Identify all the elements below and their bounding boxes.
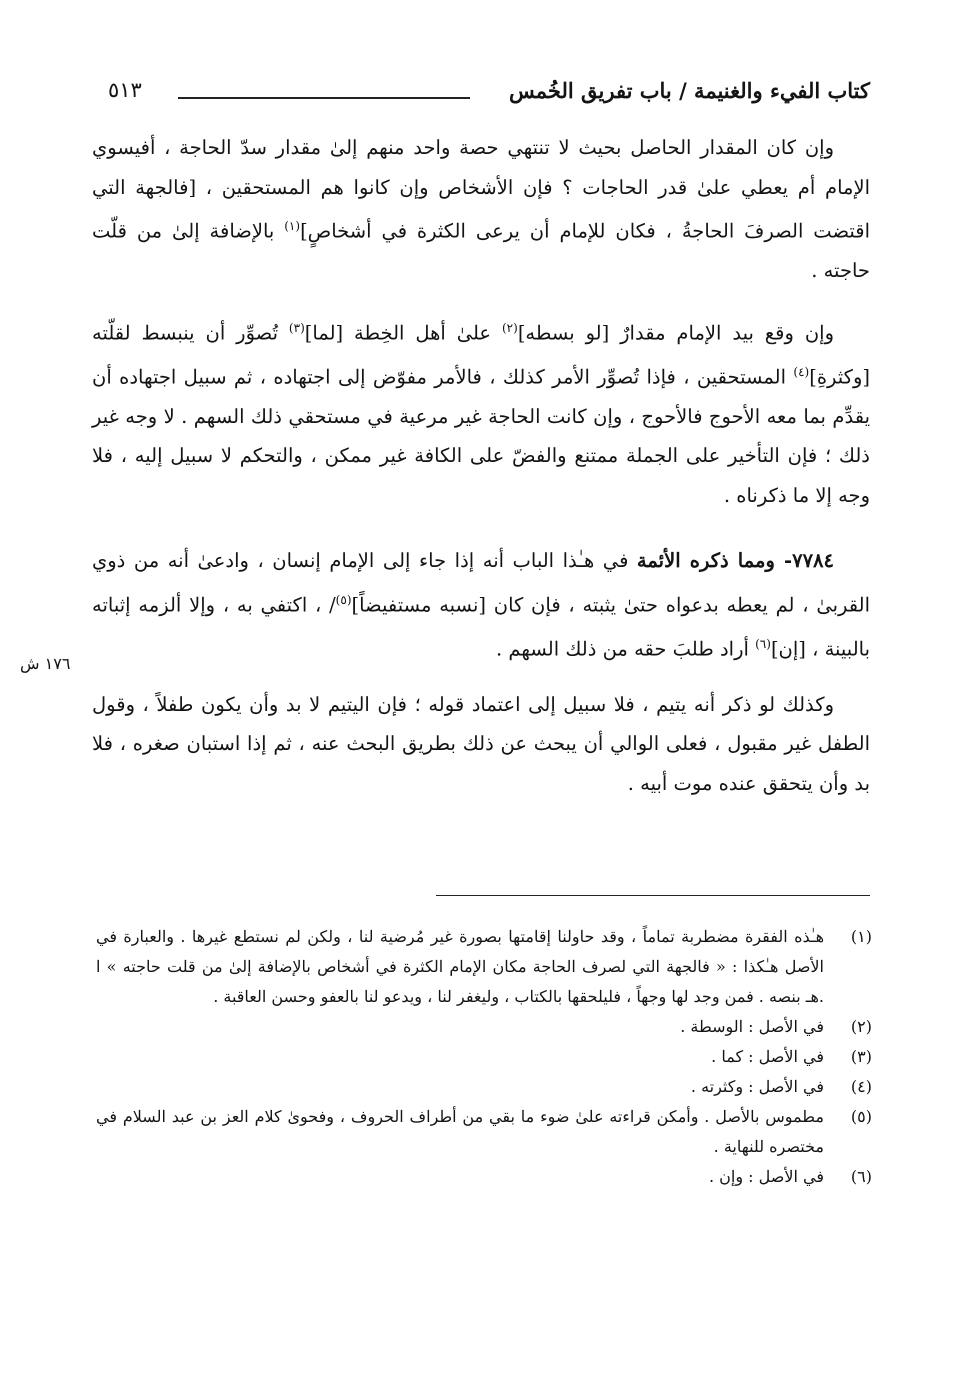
footnote-item <box>96 1012 872 1042</box>
footnote-ref-1: (١) <box>284 219 301 233</box>
page-number: ٥١٣ <box>108 78 142 102</box>
footnote-text: في الأصل : وكثرته . <box>690 1077 824 1096</box>
header-rule <box>178 97 470 99</box>
paragraph-text: في هـٰذا الباب أنه إذا جاء إلى الإمام إنسان ، وادعىٰ أنه من ذوي القربىٰ ، لم يعطه بدعواه حتىٰ يثبته ، فإن كان [نسبه مستفيضاً] <box>92 549 870 616</box>
footnote-ref-5: (٥) <box>335 592 352 607</box>
footnote-number: (١) <box>850 927 872 946</box>
footnote-ref-4: (٤) <box>793 364 810 379</box>
footnotes <box>96 922 872 1192</box>
footnote-ref-2: (٢) <box>501 320 518 335</box>
paragraph-text: وإن كان المقدار الحاصل بحيث لا تنتهي حصة واحد منهم إلىٰ مقدار سدّ الحاجة ، أفيسوي الإمام أم يعطي علىٰ قدر الحاجات ؟ فإن الأشخاص وإن كانوا هم المستحقين ، [فالجهة التي اقتضت الصرفَ الحاجةُ ، فكان للإمام أن يرعى الكثرة في أشخاصٍ] <box>92 136 870 243</box>
footnote-number: (٣) <box>850 1047 872 1066</box>
manuscript-folio-note: ١٧٦ ش <box>20 654 71 673</box>
footnote-text: في الأصل : وإن . <box>709 1167 824 1186</box>
paragraph-1 <box>92 128 870 291</box>
footnote-ref-3: (٣) <box>288 320 305 335</box>
paragraph-3 <box>92 541 870 669</box>
main-text <box>92 128 870 803</box>
paragraph-text: / ، اكتفي به ، وإلا ألزمه إثباته بالبينة ، [إن] <box>92 593 870 660</box>
paragraph-text: وإن وقع بيد الإمام مقدارٌ [لو بسطه] <box>517 321 834 344</box>
footnote-item <box>96 922 872 1012</box>
footnote-text: في الأصل : كما . <box>711 1047 824 1066</box>
header-title: كتاب الفيء والغنيمة / باب تفريق الخُمس <box>509 78 870 103</box>
paragraph-text: تُصوِّر أن ينبسط لقلّته [وكثرةِ] <box>92 321 870 388</box>
footnote-number: (٦) <box>850 1167 872 1186</box>
paragraph-2 <box>92 309 870 516</box>
paragraph-text: علىٰ أهل الخِطة [لما] <box>304 321 502 344</box>
running-header <box>108 78 870 118</box>
paragraph-text: بالإضافة إلىٰ من قلّت حاجته . <box>92 219 870 282</box>
footnote-separator <box>436 895 870 896</box>
paragraph-4 <box>92 685 870 804</box>
footnote-number: (٥) <box>850 1107 872 1126</box>
footnote-number: (٢) <box>850 1017 872 1036</box>
paragraph-text: المستحقين ، فإذا تُصوِّر الأمر كذلك ، فالأمر مفوّض إلى اجتهاده ، ثم سبيل اجتهاده أن يقدِّم بما معه الأحوج فالأحوج ، وإن كانت الحاجة غير مرعية في مستحقي ذلك السهم . لا وجه غير ذلك ؛ فإن التأخير على الجملة ممتنع والفضّ على الكافة غير ممكن ، والتحكم لا سبيل إليه ، فلا وجه إلا ما ذكرناه . <box>92 365 870 507</box>
footnote-item <box>96 1102 872 1162</box>
paragraph-text: وكذلك لو ذكر أنه يتيم ، فلا سبيل إلى اعتماد قوله ؛ فإن اليتيم لا بد وأن يكون طفلاً ، وقول الطفل غير مقبول ، فعلى الوالي أن يبحث عن ذلك بطريق البحث عنه ، ثم إذا استبان صغره ، فلا بد وأن يتحقق عنده موت أبيه . <box>92 692 870 795</box>
footnote-item <box>96 1042 872 1072</box>
footnote-text: في الأصل : الوسطة . <box>680 1017 824 1036</box>
footnote-ref-6: (٦) <box>755 636 771 651</box>
footnote-text: مطموس بالأصل . وأمكن قراءته علىٰ ضوء ما بقي من أطراف الحروف ، وفحوىٰ كلام العز بن عبد السلام في مختصره للنهاية . <box>96 1107 824 1156</box>
footnote-item <box>96 1162 872 1192</box>
footnote-text: هـٰذه الفقرة مضطربة تماماً ، وقد حاولنا إقامتها بصورة غير مُرضية لنا ، ولكن لم نستطع غيرها . والعبارة في الأصل هـٰكذا : « فالجهة التي لصرف الحاجة مكان الإمام الكثرة في أشخاص بالإضافة إلىٰ من قلت حاجته » ا .هـ بنصه . فمن وجد لها وجهاً ، فليلحقها بالكتاب ، وليغفر لنا ، ويدعو لنا بالعفو وحسن العاقبة . <box>96 927 825 1006</box>
footnote-number: (٤) <box>850 1077 872 1096</box>
section-number: ٧٧٨٤- ومما ذكره الأئمة <box>636 549 834 572</box>
footnote-item <box>96 1072 872 1102</box>
paragraph-text: أراد طلبَ حقه من ذلك السهم . <box>496 637 756 660</box>
